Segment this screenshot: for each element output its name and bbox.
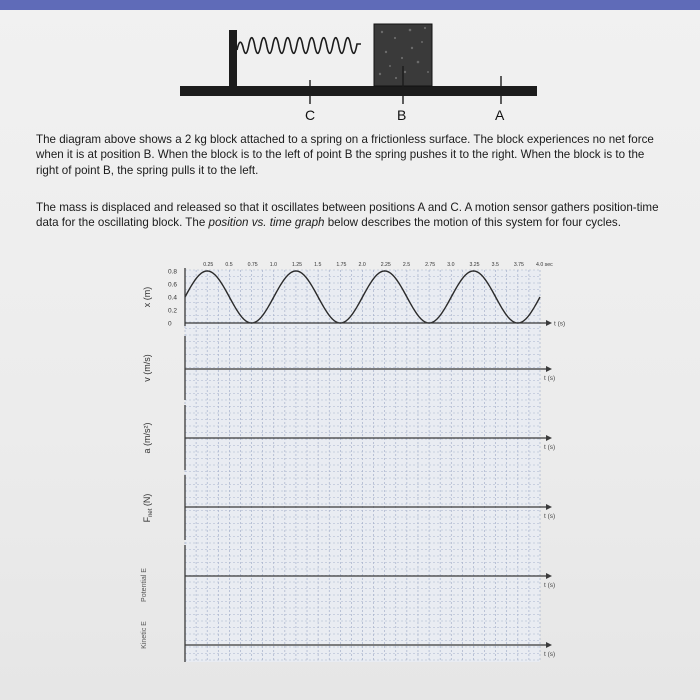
time-tick-label: 0.5	[225, 262, 233, 268]
axis-arrow-icon	[546, 320, 552, 326]
x-tick-label: 0.8	[168, 268, 178, 276]
point-c-label: C	[305, 107, 316, 123]
y-axis-label-potential-energy: Potential E	[141, 568, 148, 602]
axis-arrow-icon	[546, 573, 552, 579]
time-tick-label: 3.0	[447, 262, 455, 268]
axis-arrow-icon	[546, 435, 552, 441]
y-axis-label-position: x (m)	[142, 286, 152, 308]
t-axis-label: t (s)	[544, 375, 556, 382]
t-axis-label: t (s)	[544, 513, 556, 520]
time-tick-label: 2.0	[358, 262, 366, 268]
t-axis-label: t (s)	[544, 444, 556, 451]
x-tick-label: 0	[168, 320, 172, 328]
time-tick-label: 1.0	[269, 262, 277, 268]
t-axis-label: t (s)	[554, 320, 566, 328]
time-tick-label: 2.5	[402, 262, 411, 268]
time-tick-label: 2.25	[380, 262, 391, 268]
time-tick-label: 3.25	[469, 262, 480, 268]
axis-arrow-icon	[546, 504, 552, 510]
point-b-label: B	[397, 107, 407, 123]
time-tick-label: 1.75	[336, 262, 347, 268]
time-tick-label: 2.75	[425, 262, 436, 268]
t-axis-label: t (s)	[544, 582, 556, 589]
axis-arrow-icon	[546, 366, 552, 372]
t-axis-label: t (s)	[544, 651, 556, 658]
x-tick-label: 0.2	[168, 307, 178, 315]
problem-paragraph-1: The diagram above shows a 2 kg block attached to a spring on a frictionless surface. The block experiences no net force when it is at position B. When the block is to the left of point B the spring pushes it to the right. When the block is to the right of point B, the spring pulls it to the left.	[36, 133, 654, 177]
time-tick-label: 0.75	[247, 262, 258, 268]
point-a-label: A	[495, 107, 505, 123]
time-tick-label: 3.75	[513, 262, 524, 268]
time-tick-label: 1.5	[314, 262, 322, 268]
y-axis-label-velocity: v (m/s)	[142, 354, 152, 382]
time-tick-label: 1.25	[291, 262, 303, 268]
y-axis-label-kinetic-energy: Kinetic E	[141, 621, 148, 649]
y-axis-label-acceleration: a (m/s²)	[142, 422, 152, 454]
x-tick-label: 0.6	[168, 281, 178, 289]
time-tick-label: 0.25	[203, 262, 214, 268]
time-tick-label: 4.0 sec	[536, 262, 553, 268]
y-axis-label-net-force: $F_{net}$ (N)	[142, 493, 154, 523]
problem-paragraph-2: The mass is displaced and released so that it oscillates between positions A and C. A motion sensor gathers position-time data for the oscillating block. The position vs. time graph below describes the motion of this system for four cycles.	[36, 201, 659, 230]
time-tick-label: 3.5	[491, 262, 499, 268]
axis-arrow-icon	[546, 642, 552, 648]
x-tick-label: 0.4	[168, 294, 178, 302]
